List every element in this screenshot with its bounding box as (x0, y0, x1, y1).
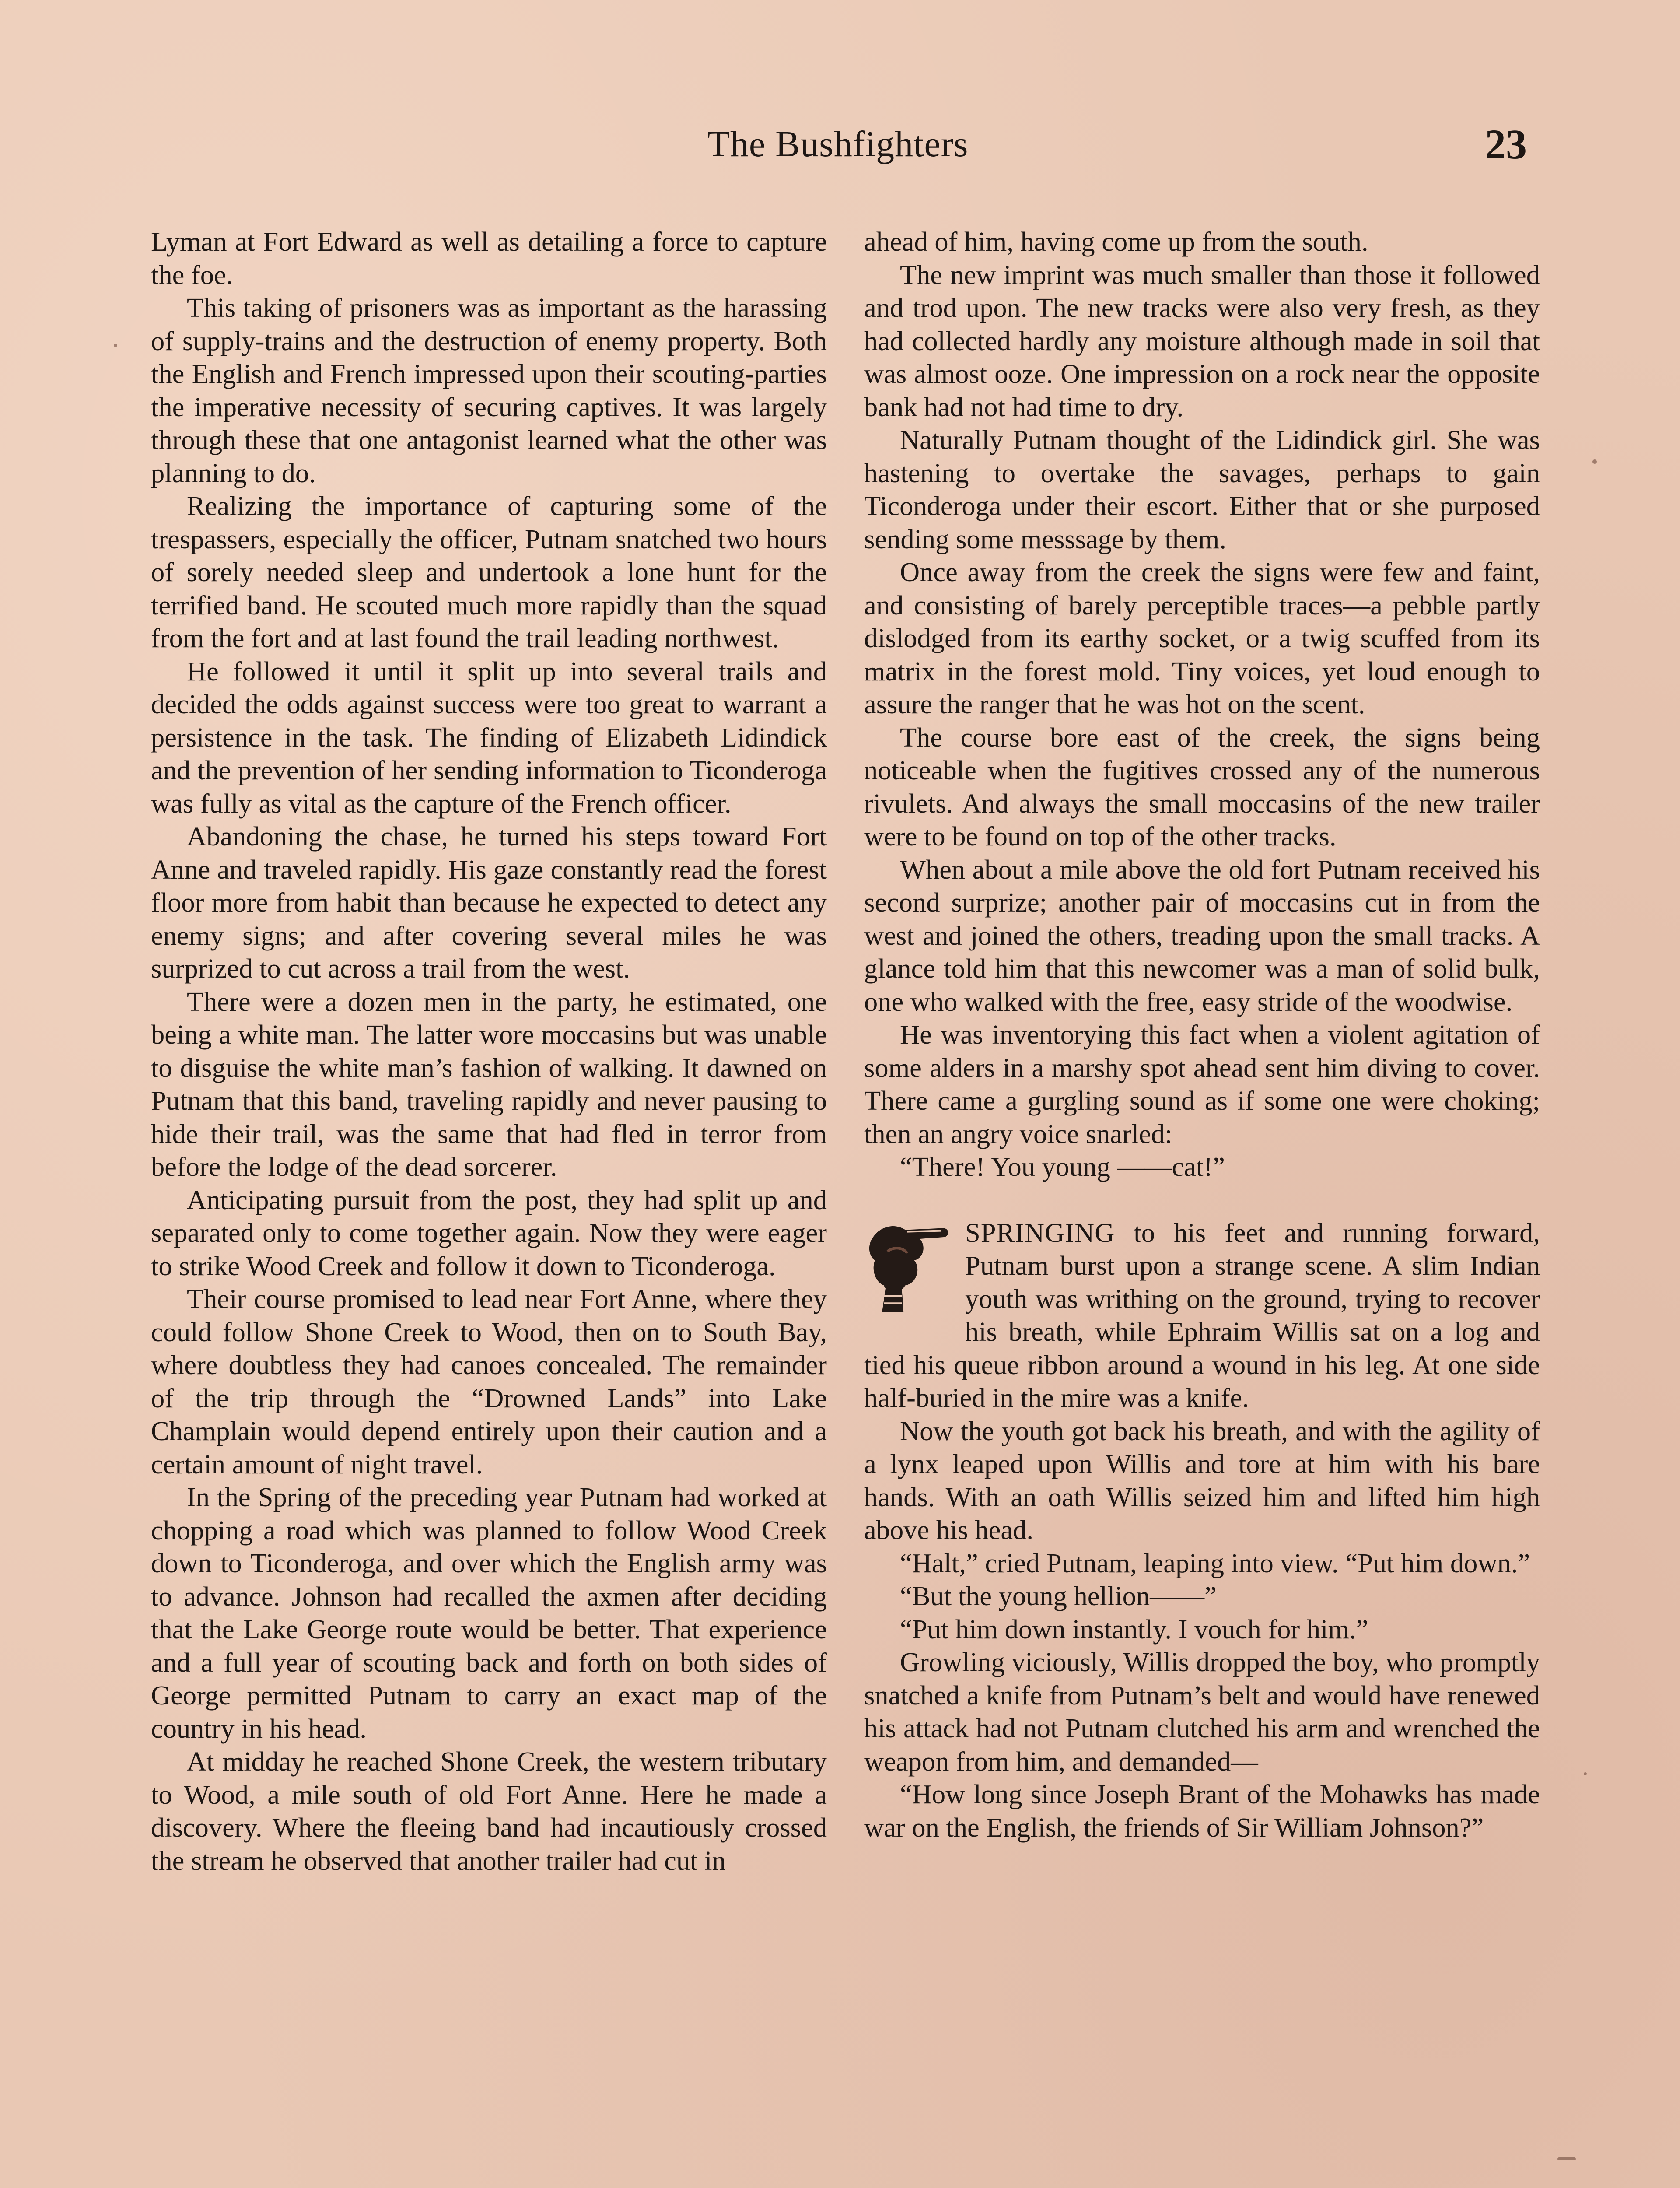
paragraph: There were a dozen men in the party, he estimated, one being a white man. The latter wore moccasins but was unable to disguise the white man’s fashion of walking. It dawned on Putnam that this band, traveling rapidly and never pausing to hide their trail, was the same that had fled in terror from before the lodge of the dead sorcerer. (151, 986, 827, 1182)
running-head (0, 118, 1680, 175)
paragraph: When about a mile above the old fort Putnam received his second surprize; another pair of moccasins cut in from the west and joined the others, treading upon the small tracks. A glance told him that this newcomer was a man of solid bulk, one who walked with the free, easy stride of the woodwise. (864, 854, 1540, 1017)
section-lead-word: SPRINGING (965, 1217, 1115, 1248)
paragraph: At midday he reached Shone Creek, the western tributary to Wood, a mile south of old Fort Anne. Here he made a discovery. Where the fleeing band had incautiously crossed the stream he observed that another trailer had cut in (151, 1746, 827, 1876)
left-column (151, 225, 827, 1877)
paper-speck (1592, 459, 1597, 464)
paper-speck (1584, 1772, 1587, 1775)
paragraph: He was inventorying this fact when a violent agitation of some alders in a marshy spot ahead sent him diving to cover. There came a gurgling sound as if some one were choking; then an angry voice snarled: (864, 1019, 1540, 1149)
paragraph: Their course promised to lead near Fort Anne, where they could follow Shone Creek to Wood, then on to South Bay, where doubtless they had canoes concealed. The remainder of the trip through the “Drowned Lands” into Lake Champlain would depend entirely upon their caution and a certain amount of night travel. (151, 1283, 827, 1480)
paragraph: Once away from the creek the signs were few and faint, and consisting of barely perceptible traces—a pebble partly dislodged from its earthy socket, or a twig scuffed from its matrix in the forest mold. Tiny voices, yet loud enough to assure the ranger that he was hot on the scent. (864, 557, 1540, 719)
running-title: The Bushfighters (707, 124, 969, 165)
section-opening (864, 1217, 1540, 1415)
page-number: 23 (1485, 121, 1527, 168)
paragraph: This taking of prisoners was as important as the harassing of supply-trains and the destruction of enemy property. Both the English and French impressed upon their scouting-parties the imperative necessity of securing captives. It was largely through these that one antagonist learned what the other was planning to do. (151, 292, 827, 488)
section-break (864, 1184, 1540, 1217)
paragraph: “Put him down instantly. I vouch for him.” (900, 1613, 1368, 1645)
paragraph: “But the young hellion——” (900, 1581, 1217, 1611)
paragraph: Realizing the importance of capturing some of the trespassers, especially the officer, Putnam snatched two hours of sorely needed sleep and undertook a lone hunt for the terrified band. He scouted much more rapidly than the squad from the fort and at last found the trail leading northwest. (151, 491, 827, 653)
paragraph: Anticipating pursuit from the post, they had split up and separated only to come together again. Now they were eager to strike Wood Creek and follow it down to Ticonderoga. (151, 1184, 827, 1281)
paragraph: ahead of him, having come up from the south. (864, 226, 1368, 257)
right-column (864, 225, 1540, 1844)
paragraph: In the Spring of the preceding year Putnam had worked at chopping a road which was planned to follow Wood Creek down to Ticonderoga, and over which the English army was to advance. Johnson had recalled the axmen after deciding that the Lake George route would be better. That experience and a full year of scouting back and forth on both sides of George permitted Putnam to carry an exact map of the country in his head. (151, 1482, 827, 1744)
paragraph: He followed it until it split up into several trails and decided the odds against success were too great to warrant a persistence in the task. The finding of Elizabeth Lidindick and the prevention of her sending information to Ticonderoga was fully as vital as the capture of the French officer. (151, 656, 827, 819)
paragraph: Now the youth got back his breath, and with the agility of a lynx leaped upon Willis and tore at him with his bare hands. With an oath Willis seized him and lifted him high above his head. (864, 1415, 1540, 1545)
paragraph: “There! You young ——cat!” (900, 1151, 1225, 1182)
paragraph: “Halt,” cried Putnam, leaping into view. “Put him down.” (900, 1547, 1530, 1578)
paragraph: Abandoning the chase, he turned his steps toward Fort Anne and traveled rapidly. His gaze constantly read the forest floor more from habit than because he expected to detect any enemy signs; and after covering several miles he was surprized to cut across a trail from the west. (151, 821, 827, 984)
paragraph: “How long since Joseph Brant of the Mohawks has made war on the English, the friends of Sir William Johnson?” (864, 1779, 1540, 1843)
section-first-paragraph (864, 1217, 1540, 1415)
paragraph: Lyman at Fort Edward as well as detailing a force to capture the foe. (151, 226, 827, 290)
paragraph: Naturally Putnam thought of the Lidindick girl. She was hastening to overtake the savages, perhaps to gain Ticonderoga under their escort. Either that or she purposed sending some messsage by them. (864, 424, 1540, 554)
paragraph: The new imprint was much smaller than those it followed and trod upon. The new tracks were also very fresh, as they had collected hardly any moisture although made in soil that was almost ooze. One impression on a rock near the opposite bank had not had time to dry. (864, 259, 1540, 422)
paragraph: The course bore east of the creek, the signs being noticeable when the fugitives crossed any of the numerous rivulets. And always the small moccasins of the new trailer were to be found on top of the other tracks. (864, 722, 1540, 852)
paper-speck (1558, 2157, 1576, 2160)
paragraph: Growling viciously, Willis dropped the boy, who promptly snatched a knife from Putnam’s belt and would have renewed his attack had not Putnam clutched his arm and wrenched the weapon from him, and demanded— (864, 1647, 1540, 1777)
section-lead-rest: to his feet and running forward, Putnam burst upon a strange scene. A slim Indian youth was writhing on the ground, trying to recover his breath, while Ephraim Willis sat on a log and tied his queue ribbon around a wound in his leg. At one side half-buried in the mire was a knife. (864, 1217, 1540, 1413)
pointing-hand-icon (864, 1219, 954, 1318)
paper-speck (114, 344, 117, 347)
